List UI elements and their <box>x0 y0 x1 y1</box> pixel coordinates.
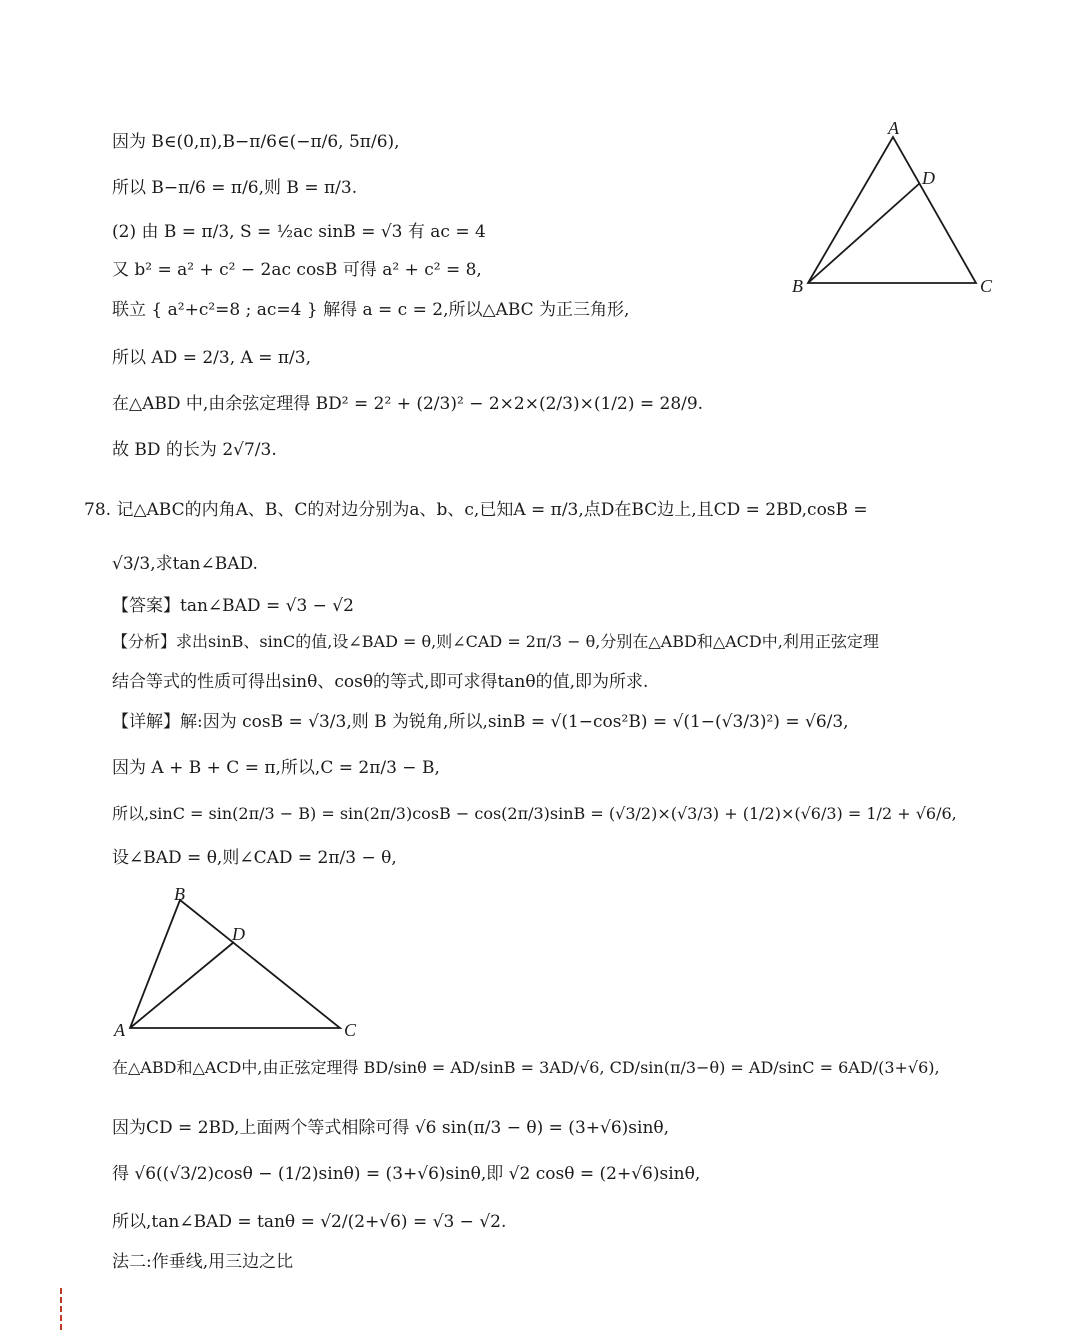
fig2-label-a: A <box>114 1020 125 1040</box>
sol77-line-7: 在△ABD 中,由余弦定理得 BD² = 2² + (2/3)² − 2×2×(2/3)×(1/2) = 28/9. <box>112 394 704 414</box>
fig1-label-c: C <box>980 276 993 296</box>
fig1-label-d: D <box>922 168 935 188</box>
fig2-label-b: B <box>174 884 185 904</box>
q78-detail-line-7: 得 √6((√3/2)cosθ − (1/2)sinθ) = (3+√6)sinθ,即 √2 cosθ = (2+√6)sinθ, <box>112 1164 701 1184</box>
q78-statement-line-2: √3/3,求tan∠BAD. <box>112 554 258 574</box>
triangle-abc-2 <box>130 900 340 1028</box>
q78-detail-line-2: 因为 A + B + C = π,所以,C = 2π/3 − B, <box>112 758 440 778</box>
sol77-line-2: 所以 B−π/6 = π/6,则 B = π/3. <box>112 178 358 198</box>
q78-analysis-line-1: 【分析】求出sinB、sinC的值,设∠BAD = θ,则∠CAD = 2π/3 − θ,分别在△ABD和△ACD中,利用正弦定理 <box>112 632 879 651</box>
q78-statement-line-1: 78. 记△ABC的内角A、B、C的对边分别为a、b、c,已知A = π/3,点D在BC边上,且CD = 2BD,cosB = <box>84 500 868 520</box>
q78-detail-line-6: 因为CD = 2BD,上面两个等式相除可得 √6 sin(π/3 − θ) = (3+√6)sinθ, <box>112 1118 670 1138</box>
q78-detail-line-3: 所以,sinC = sin(2π/3 − B) = sin(2π/3)cosB − cos(2π/3)sinB = (√3/2)×(√3/3) + (1/2)×(√6/3) = 1/2 + √6/6, <box>112 804 957 823</box>
q78-detail-line-9: 法二:作垂线,用三边之比 <box>112 1252 294 1272</box>
triangle-figure-1 <box>780 115 1010 305</box>
triangle-figure-2 <box>110 880 370 1050</box>
margin-dashed-line <box>60 1288 62 1330</box>
segment-bd-1 <box>808 183 920 283</box>
q78-answer: 【答案】tan∠BAD = √3 − √2 <box>112 596 354 616</box>
fig2-label-d: D <box>232 924 245 944</box>
fig1-label-b: B <box>792 276 803 296</box>
sol77-line-1: 因为 B∈(0,π),B−π/6∈(−π/6, 5π/6), <box>112 132 400 152</box>
segment-ad-2 <box>130 942 234 1028</box>
fig2-label-c: C <box>344 1020 357 1040</box>
sol77-line-4: 又 b² = a² + c² − 2ac cosB 可得 a² + c² = 8, <box>112 260 482 280</box>
q78-detail-line-4: 设∠BAD = θ,则∠CAD = 2π/3 − θ, <box>112 848 397 868</box>
q78-detail-line-1: 【详解】解:因为 cosB = √3/3,则 B 为锐角,所以,sinB = √(1−cos²B) = √(1−(√3/3)²) = √6/3, <box>112 712 849 732</box>
sol77-line-5: 联立 { a²+c²=8 ; ac=4 } 解得 a = c = 2,所以△ABC 为正三角形, <box>112 300 630 320</box>
sol77-line-8: 故 BD 的长为 2√7/3. <box>112 440 277 460</box>
q78-detail-line-5: 在△ABD和△ACD中,由正弦定理得 BD/sinθ = AD/sinB = 3AD/√6, CD/sin(π/3−θ) = AD/sinC = 6AD/(3+√6), <box>112 1058 940 1077</box>
sol77-line-6: 所以 AD = 2/3, A = π/3, <box>112 348 311 368</box>
sol77-line-3: (2) 由 B = π/3, S = ½ac sinB = √3 有 ac = 4 <box>112 222 486 242</box>
q78-analysis-line-2: 结合等式的性质可得出sinθ、cosθ的等式,即可求得tanθ的值,即为所求. <box>112 672 649 692</box>
fig1-label-a: A <box>888 118 899 138</box>
q78-detail-line-8: 所以,tan∠BAD = tanθ = √2/(2+√6) = √3 − √2. <box>112 1212 507 1232</box>
